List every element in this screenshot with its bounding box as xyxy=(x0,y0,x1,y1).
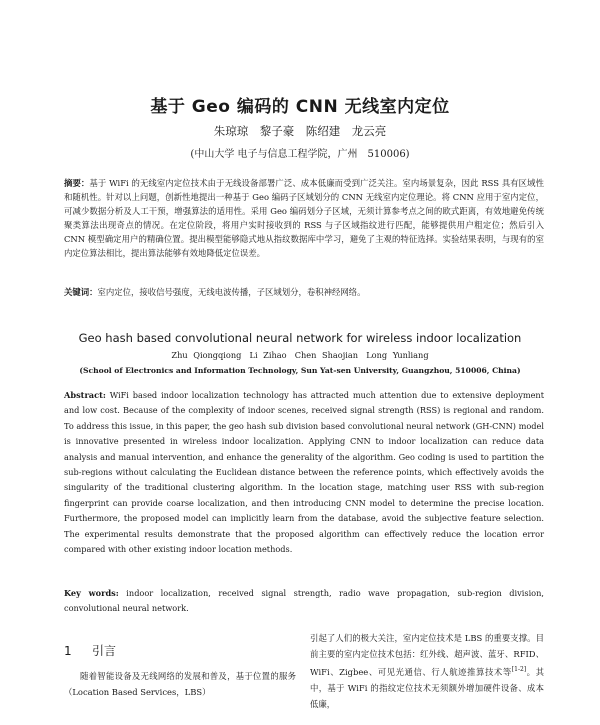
english-authors: Zhu Qiongqiong Li Zihao Chen Shaojian Long Yunliang xyxy=(171,350,429,360)
english-abstract xyxy=(64,388,544,557)
chinese-abstract-text: 基于 WiFi 的无线室内定位技术由于无线设备部署广泛、成本低廉而受到广泛关注。室内场景复杂，因此 RSS 具有区域性和随机性。针对以上问题，创新性地提出一种基于 Geo 编码子区域划分的 CNN 无线室内定位理论。将 CNN 应用于室内定位，可减少数据分析及人工干预，增强算法的适用性。采用 Geo 编码划分子区域，无须计算参考点之间的欧式距离，有效地避免传统聚类算法出现奇点的情况。在定位阶段，将用户实时接收到的 RSS 与子区域指纹进行匹配，能够提供用户粗定位；然后引入 CNN 模型确定用户的精确位置。提出模型能够隐式地从指纹数据库中学习，避免了主观的特征选择。实验结果表明，与现有的室内定位算法相比，提出算法能够有效地降低定位误差。 xyxy=(64,178,544,258)
chinese-keywords-label: 关键词： xyxy=(64,287,98,297)
chinese-keywords-text: 室内定位，接收信号强度，无线电波传播，子区域划分，卷积神经网络。 xyxy=(97,287,366,297)
chinese-authors: 朱琼琼 黎子豪 陈绍建 龙云亮 xyxy=(213,124,387,138)
chinese-title: 基于 Geo 编码的 CNN 无线室内定位 xyxy=(150,97,450,117)
english-keywords-text: indoor localization, received signal strength, radio wave propagation, sub-region division, convolutional neural network. xyxy=(64,588,544,614)
chinese-keywords xyxy=(64,286,544,298)
english-keywords xyxy=(64,586,544,617)
english-affiliation: (School of Electronics and Information Technology, Sun Yat-sen University, Guangzhou, 510006, China) xyxy=(79,366,521,375)
english-abstract-label: Abstract: xyxy=(64,390,106,400)
section-heading xyxy=(64,642,116,659)
chinese-abstract-label: 摘要： xyxy=(64,178,90,188)
english-abstract-text: WiFi based indoor localization technology has attracted much attention due to extensive deployment and low cost. Because of the complexity of indoor scenes, received signal strength (RSS) is regional and random. To address this issue, in this paper, the geo hash sub division based convolutional neural network (GH-CNN) model is innovative presented in wireless indoor localization. Applying CNN to indoor localization can reduce data analysis and manual intervention, and enhance the generality of the algorithm. Geo coding is used to partition the sub-regions without calculating the Euclidean distance between the reference points, which effectively avoids the singularity of the traditional clustering algorithm. In the location stage, matching user RSS with sub-region fingerprint can provide coarse localization, and then introducing CNN model to determine the precise location. Furthermore, the proposed model can implicitly learn from the database, avoid the subjective feature selection. The experimental results demonstrate that the proposed algorithm can effectively reduce the location error compared with other existing indoor location methods. xyxy=(64,390,544,555)
english-keywords-label: Key words: xyxy=(64,588,119,598)
right-column-text-part-1: 引起了人们的极大关注，室内定位技术是 LBS 的重要支撑。目前主要的室内定位技术包括：红外线、超声波、蓝牙、RFID、WiFi、Zigbee、可见光通信、行人航迹推算技术等 xyxy=(310,633,544,677)
chinese-affiliation: (中山大学 电子与信息工程学院，广州 510006) xyxy=(190,149,410,160)
right-column-text-part-2: 。其中，基于 WiFi 的指纹定位技术无须额外增加硬件设备、成本低廉， xyxy=(310,666,544,709)
right-column-text xyxy=(310,630,544,712)
chinese-abstract xyxy=(64,176,544,260)
left-column-text: 随着智能设备及无线网络的发展和普及，基于位置的服务（Location Based Services，LBS） xyxy=(64,671,296,697)
section-number: 1 xyxy=(64,644,72,658)
citation: [1-2] xyxy=(511,666,527,673)
section-title: 引言 xyxy=(92,644,117,658)
english-title: Geo hash based convolutional neural network for wireless indoor localization xyxy=(78,331,522,345)
